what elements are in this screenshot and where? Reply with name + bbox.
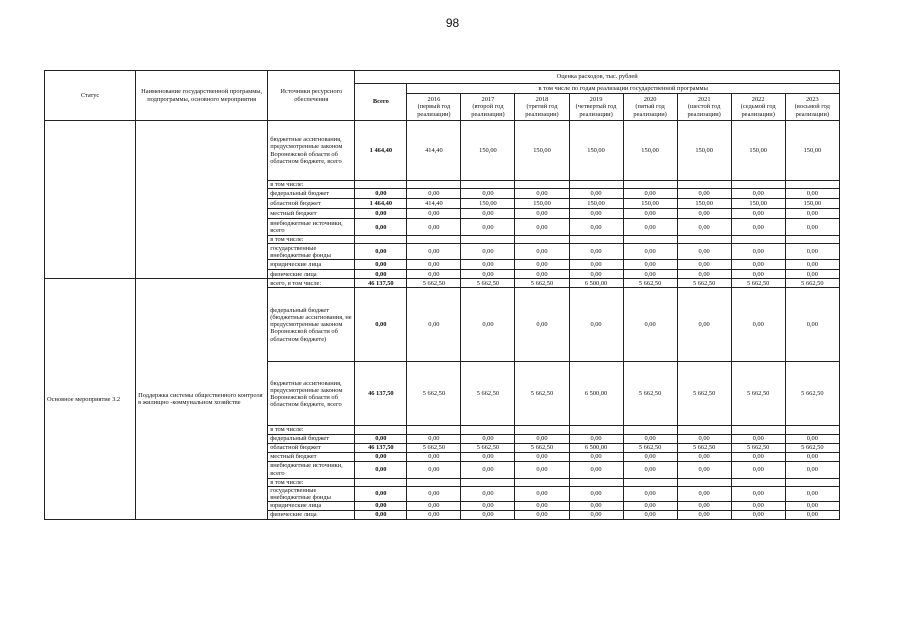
year-value-cell: 0,00 [731, 219, 785, 236]
year-value-cell: 0,00 [569, 260, 623, 270]
year-value-cell [569, 478, 623, 486]
year-value-cell: 0,00 [407, 486, 461, 501]
year-value-cell: 0,00 [461, 270, 515, 279]
year-value-cell: 0,00 [785, 209, 839, 219]
budget-table [44, 70, 840, 520]
year-value-cell: 150,00 [785, 199, 839, 209]
year-header [677, 94, 731, 121]
year-value-cell [785, 236, 839, 244]
source-cell: федеральный бюджет (бюджетные ассигнования, не предусмотренные законом Воронежской области об областном бюджете) [268, 288, 355, 362]
year-value-cell: 0,00 [677, 219, 731, 236]
year-header [623, 94, 677, 121]
year-note: (седьмой год реализации) [740, 103, 776, 118]
total-cell: 0,00 [355, 486, 407, 501]
year-value-cell [407, 426, 461, 434]
year-value-cell: 0,00 [785, 189, 839, 199]
year-note: (второй год реализации) [471, 103, 505, 118]
year-value-cell: 5 662,50 [677, 279, 731, 288]
year-value-cell: 0,00 [461, 461, 515, 478]
year-value-cell: 0,00 [731, 486, 785, 501]
year-value-cell: 6 500,00 [569, 279, 623, 288]
year-value-cell: 0,00 [785, 260, 839, 270]
year-value-cell: 0,00 [785, 270, 839, 279]
year-value-cell [461, 426, 515, 434]
year-note: (третий год реализации) [525, 103, 559, 118]
year-value-cell: 5 662,50 [785, 362, 839, 426]
year-value-cell: 0,00 [623, 511, 677, 520]
year-value-cell: 5 662,50 [677, 362, 731, 426]
year-value-cell: 0,00 [515, 288, 569, 362]
source-cell: областной бюджет [268, 443, 355, 452]
year-value-cell [677, 478, 731, 486]
year-value-cell: 5 662,50 [677, 443, 731, 452]
total-cell [355, 426, 407, 434]
year-value-cell: 0,00 [731, 288, 785, 362]
year-value-cell: 5 662,50 [731, 362, 785, 426]
year-value-cell: 0,00 [461, 486, 515, 501]
year-value-cell: 150,00 [623, 199, 677, 209]
year-value-cell: 0,00 [731, 452, 785, 461]
year-value-cell: 0,00 [515, 452, 569, 461]
year-value-cell: 0,00 [569, 270, 623, 279]
year-label: 2019 [589, 96, 603, 104]
year-label: 2021 [697, 96, 711, 104]
total-cell: 1 464,40 [355, 199, 407, 209]
year-value-cell: 0,00 [461, 219, 515, 236]
year-value-cell: 150,00 [677, 121, 731, 181]
source-cell: бюджетные ассигнования, предусмотренные законом Воронежской области об областном бюджете, всего [268, 121, 355, 181]
year-value-cell: 0,00 [623, 260, 677, 270]
year-value-cell: 0,00 [623, 189, 677, 199]
year-value-cell: 150,00 [569, 121, 623, 181]
year-value-cell: 0,00 [569, 434, 623, 443]
source-cell: физические лица [268, 511, 355, 520]
year-value-cell: 0,00 [623, 219, 677, 236]
year-value-cell: 0,00 [731, 270, 785, 279]
year-value-cell: 0,00 [515, 244, 569, 260]
year-value-cell: 0,00 [623, 209, 677, 219]
year-value-cell: 0,00 [461, 244, 515, 260]
estimate-header: Оценка расходов, тыс. рублей [355, 71, 840, 84]
source-cell: местный бюджет [268, 452, 355, 461]
year-value-cell: 0,00 [407, 244, 461, 260]
year-label: 2020 [643, 96, 657, 104]
year-value-cell [407, 181, 461, 189]
year-value-cell [407, 236, 461, 244]
year-value-cell [515, 181, 569, 189]
name-header: Наименование государственной программы, подпрограммы, основного мероприятия [136, 71, 268, 121]
status-cell: Основное мероприятие 3.2 [45, 279, 136, 520]
year-value-cell: 0,00 [461, 260, 515, 270]
year-label: 2017 [481, 96, 495, 104]
year-value-cell: 0,00 [515, 260, 569, 270]
year-value-cell: 0,00 [461, 288, 515, 362]
year-value-cell [731, 181, 785, 189]
year-value-cell: 0,00 [407, 434, 461, 443]
year-value-cell: 0,00 [731, 434, 785, 443]
source-cell: в том числе: [268, 478, 355, 486]
year-value-cell: 0,00 [569, 452, 623, 461]
year-value-cell: 0,00 [677, 452, 731, 461]
year-value-cell [569, 236, 623, 244]
year-value-cell: 6 500,00 [569, 362, 623, 426]
year-value-cell: 150,00 [461, 121, 515, 181]
total-cell [355, 181, 407, 189]
year-value-cell: 0,00 [569, 461, 623, 478]
year-value-cell [461, 181, 515, 189]
source-cell: физические лица [268, 270, 355, 279]
year-value-cell: 0,00 [785, 434, 839, 443]
year-value-cell: 5 662,50 [407, 443, 461, 452]
year-value-cell: 0,00 [623, 270, 677, 279]
source-cell: в том числе: [268, 236, 355, 244]
total-cell: 0,00 [355, 244, 407, 260]
year-value-cell: 0,00 [569, 209, 623, 219]
total-cell: 0,00 [355, 288, 407, 362]
year-value-cell [623, 478, 677, 486]
source-cell: юридические лица [268, 502, 355, 511]
year-value-cell: 0,00 [515, 511, 569, 520]
year-value-cell: 5 662,50 [515, 362, 569, 426]
year-value-cell: 5 662,50 [623, 279, 677, 288]
source-cell: в том числе: [268, 181, 355, 189]
year-value-cell: 0,00 [407, 209, 461, 219]
year-value-cell: 0,00 [515, 219, 569, 236]
year-value-cell: 0,00 [461, 434, 515, 443]
year-value-cell: 5 662,50 [785, 443, 839, 452]
year-value-cell: 0,00 [731, 461, 785, 478]
year-value-cell [569, 181, 623, 189]
year-label: 2022 [751, 96, 765, 104]
year-value-cell: 0,00 [407, 288, 461, 362]
year-value-cell: 0,00 [731, 502, 785, 511]
year-value-cell: 0,00 [785, 244, 839, 260]
year-value-cell: 0,00 [623, 288, 677, 362]
year-value-cell: 5 662,50 [515, 279, 569, 288]
year-value-cell: 5 662,50 [515, 443, 569, 452]
year-value-cell [623, 236, 677, 244]
year-value-cell: 0,00 [623, 502, 677, 511]
total-cell: 0,00 [355, 260, 407, 270]
year-value-cell: 150,00 [569, 199, 623, 209]
source-cell: в том числе: [268, 426, 355, 434]
year-value-cell: 0,00 [515, 209, 569, 219]
total-cell: 46 137,50 [355, 362, 407, 426]
year-value-cell: 0,00 [677, 209, 731, 219]
year-value-cell: 150,00 [623, 121, 677, 181]
by-years-header: в том числе по годам реализации государственной программы [407, 84, 840, 94]
year-value-cell [461, 478, 515, 486]
year-note: (первый год реализации) [417, 103, 451, 118]
source-cell: областной бюджет [268, 199, 355, 209]
year-value-cell: 0,00 [461, 189, 515, 199]
year-value-cell: 0,00 [515, 189, 569, 199]
year-value-cell: 0,00 [731, 260, 785, 270]
table-row [45, 121, 840, 181]
year-value-cell [677, 426, 731, 434]
year-value-cell: 150,00 [731, 121, 785, 181]
source-cell: государственные внебюджетные фонды [268, 244, 355, 260]
year-value-cell: 0,00 [569, 502, 623, 511]
total-header: Всего [355, 84, 407, 121]
year-value-cell: 0,00 [461, 511, 515, 520]
header-row [45, 71, 840, 84]
year-value-cell [515, 426, 569, 434]
source-cell: федеральный бюджет [268, 189, 355, 199]
year-value-cell: 0,00 [731, 189, 785, 199]
year-value-cell: 0,00 [785, 486, 839, 501]
source-cell: внебюджетные источники, всего [268, 219, 355, 236]
year-header [569, 94, 623, 121]
year-value-cell: 414,40 [407, 199, 461, 209]
year-value-cell: 0,00 [731, 511, 785, 520]
year-value-cell: 0,00 [785, 461, 839, 478]
year-value-cell: 150,00 [461, 199, 515, 209]
year-value-cell: 6 500,00 [569, 443, 623, 452]
source-cell: внебюджетные источники, всего [268, 461, 355, 478]
year-value-cell: 0,00 [731, 209, 785, 219]
table-body [45, 71, 840, 520]
year-note: (пятый год реализации) [633, 103, 667, 118]
year-value-cell: 0,00 [677, 502, 731, 511]
source-cell: местный бюджет [268, 209, 355, 219]
year-value-cell: 0,00 [623, 461, 677, 478]
year-value-cell: 0,00 [569, 244, 623, 260]
year-value-cell: 5 662,50 [785, 279, 839, 288]
year-value-cell: 0,00 [677, 260, 731, 270]
year-value-cell: 0,00 [407, 502, 461, 511]
year-value-cell: 0,00 [677, 461, 731, 478]
year-value-cell: 0,00 [677, 270, 731, 279]
year-value-cell [623, 426, 677, 434]
year-value-cell: 0,00 [785, 502, 839, 511]
year-value-cell: 0,00 [785, 452, 839, 461]
year-value-cell: 5 662,50 [461, 443, 515, 452]
year-value-cell [461, 236, 515, 244]
program-name-cell: Поддержка системы общественного контроля в жилищно -коммунальном хозяйстве [136, 279, 268, 520]
year-value-cell: 5 662,50 [407, 279, 461, 288]
year-value-cell: 0,00 [515, 270, 569, 279]
source-cell: государственные внебюджетные фонды [268, 486, 355, 501]
year-header [785, 94, 839, 121]
year-value-cell: 0,00 [515, 461, 569, 478]
table-row [45, 279, 840, 288]
status-cell [45, 121, 136, 279]
year-value-cell: 5 662,50 [623, 443, 677, 452]
year-value-cell: 0,00 [407, 219, 461, 236]
total-cell: 0,00 [355, 511, 407, 520]
year-value-cell: 150,00 [731, 199, 785, 209]
year-value-cell: 0,00 [569, 486, 623, 501]
source-cell: всего, в том числе: [268, 279, 355, 288]
year-value-cell: 0,00 [785, 288, 839, 362]
year-value-cell: 150,00 [515, 121, 569, 181]
year-value-cell: 0,00 [569, 288, 623, 362]
year-value-cell: 150,00 [515, 199, 569, 209]
year-value-cell [785, 426, 839, 434]
year-value-cell: 5 662,50 [731, 443, 785, 452]
year-value-cell [731, 426, 785, 434]
year-value-cell: 5 662,50 [731, 279, 785, 288]
year-value-cell: 0,00 [785, 219, 839, 236]
total-cell: 0,00 [355, 434, 407, 443]
year-value-cell [515, 236, 569, 244]
year-value-cell: 0,00 [461, 502, 515, 511]
year-value-cell: 0,00 [623, 486, 677, 501]
year-value-cell [623, 181, 677, 189]
source-cell: бюджетные ассигнования, предусмотренные законом Воронежской области об областном бюджете, всего [268, 362, 355, 426]
year-value-cell: 5 662,50 [407, 362, 461, 426]
year-value-cell: 0,00 [677, 511, 731, 520]
year-value-cell [785, 478, 839, 486]
total-cell: 0,00 [355, 270, 407, 279]
year-value-cell: 0,00 [407, 511, 461, 520]
year-value-cell: 0,00 [407, 260, 461, 270]
total-cell: 46 137,50 [355, 279, 407, 288]
year-value-cell: 0,00 [677, 288, 731, 362]
year-header [461, 94, 515, 121]
year-value-cell: 0,00 [569, 189, 623, 199]
total-cell: 1 464,40 [355, 121, 407, 181]
program-name-cell [136, 121, 268, 279]
year-value-cell: 0,00 [407, 270, 461, 279]
year-value-cell: 150,00 [785, 121, 839, 181]
total-cell [355, 478, 407, 486]
year-value-cell: 0,00 [677, 434, 731, 443]
year-note: (четвертый год реализации) [575, 103, 617, 118]
year-value-cell: 0,00 [623, 434, 677, 443]
year-label: 2023 [805, 96, 819, 104]
year-header [407, 94, 461, 121]
year-note: (шестой год реализации) [687, 103, 721, 118]
year-value-cell: 5 662,50 [623, 362, 677, 426]
year-value-cell: 150,00 [677, 199, 731, 209]
year-value-cell: 0,00 [407, 189, 461, 199]
year-value-cell: 0,00 [461, 452, 515, 461]
year-value-cell: 0,00 [785, 511, 839, 520]
year-value-cell: 5 662,50 [461, 362, 515, 426]
year-value-cell [407, 478, 461, 486]
year-value-cell: 0,00 [677, 486, 731, 501]
year-value-cell [785, 181, 839, 189]
year-label: 2016 [427, 96, 441, 104]
year-value-cell: 414,40 [407, 121, 461, 181]
year-value-cell [677, 181, 731, 189]
year-value-cell [731, 236, 785, 244]
year-header [515, 94, 569, 121]
year-header [731, 94, 785, 121]
year-label: 2018 [535, 96, 549, 104]
total-cell [355, 236, 407, 244]
year-value-cell: 0,00 [515, 434, 569, 443]
year-value-cell: 5 662,50 [461, 279, 515, 288]
year-value-cell: 0,00 [677, 189, 731, 199]
year-value-cell [677, 236, 731, 244]
year-value-cell: 0,00 [623, 244, 677, 260]
year-value-cell: 0,00 [569, 219, 623, 236]
year-value-cell: 0,00 [623, 452, 677, 461]
year-value-cell [515, 478, 569, 486]
total-cell: 0,00 [355, 502, 407, 511]
total-cell: 0,00 [355, 209, 407, 219]
total-cell: 0,00 [355, 452, 407, 461]
year-value-cell [569, 426, 623, 434]
total-cell: 0,00 [355, 189, 407, 199]
year-value-cell: 0,00 [515, 502, 569, 511]
source-cell: федеральный бюджет [268, 434, 355, 443]
source-cell: юридические лица [268, 260, 355, 270]
year-value-cell: 0,00 [407, 452, 461, 461]
total-cell: 0,00 [355, 219, 407, 236]
year-value-cell: 0,00 [461, 209, 515, 219]
year-value-cell: 0,00 [731, 244, 785, 260]
year-note: (восьмой год реализации) [794, 103, 830, 118]
page-number: 98 [445, 16, 460, 30]
year-value-cell [731, 478, 785, 486]
year-value-cell: 0,00 [569, 511, 623, 520]
total-cell: 46 137,50 [355, 443, 407, 452]
year-value-cell: 0,00 [515, 486, 569, 501]
total-cell: 0,00 [355, 461, 407, 478]
year-value-cell: 0,00 [677, 244, 731, 260]
year-value-cell: 0,00 [407, 461, 461, 478]
source-header: Источники ресурсного обеспечения [268, 71, 355, 121]
status-header: Статус [45, 71, 136, 121]
